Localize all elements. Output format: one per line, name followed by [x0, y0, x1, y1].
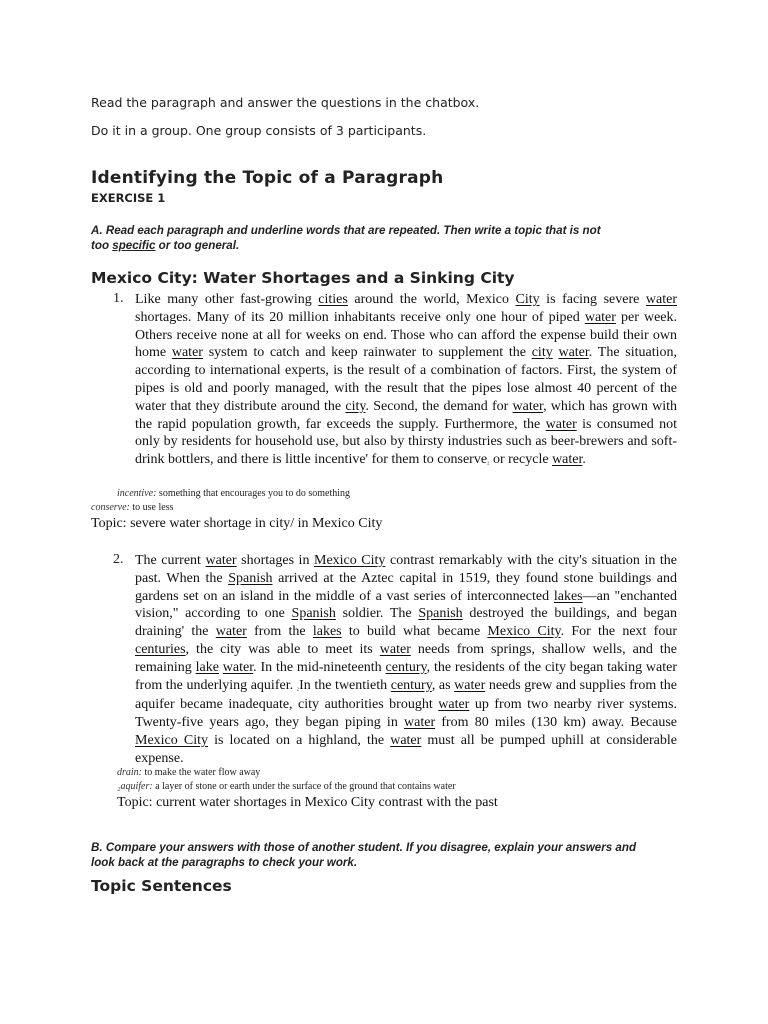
gloss-def: to use less [129, 502, 174, 513]
underlined-word: century [390, 677, 432, 693]
paragraph-text: is facing severe [539, 292, 646, 307]
underlined-word: Mexico City [314, 553, 386, 568]
paragraph-text: contrast remarkably with the city's situation in the past. When the [135, 553, 678, 586]
paragraph-text: . For the next four [560, 624, 678, 640]
underlined-word: water [222, 659, 254, 675]
paragraph-text: ₂ [296, 682, 300, 691]
underlined-word: city [345, 398, 366, 414]
instruction-a [91, 224, 601, 253]
paragraph-text: . The situation, according to international experts, is the result of a combination of factors. First, the system of pipes is old and poorly managed, with the result that the pipes lose almost 40 percent of the water that they distribute around the [135, 345, 678, 414]
underlined-word: lakes [553, 588, 583, 604]
paragraph-text: to build what became [341, 624, 488, 640]
underlined-word: cities [318, 292, 348, 307]
paragraph-text: destroyed the buildings, and began draining' the [135, 606, 677, 640]
paragraph-1 [135, 291, 677, 471]
topic-sentences-heading: Topic Sentences [91, 877, 232, 895]
paragraph-text: needs from springs, shallow wells, and the remaining [135, 641, 678, 675]
paragraph-text: —an "enchanted vision," according to one [135, 588, 677, 622]
underlined-word: City [515, 292, 540, 307]
paragraph-text: , the residents of the city began taking water from the underlying aquifer. [135, 659, 678, 693]
underlined-word: lake [195, 659, 219, 675]
underlined-word: water [404, 715, 436, 731]
paragraph-text: around the world, Mexico [347, 292, 516, 307]
gloss-term: ₂aquifer: [117, 781, 153, 792]
paragraph-text: , as [431, 677, 455, 693]
instruction-b-line-2: look back at the paragraphs to check your work. [91, 855, 358, 869]
page-title: Identifying the Topic of a Paragraph [91, 168, 444, 188]
instruction-a-pre: too [91, 238, 113, 252]
paragraph-text: In the twentieth [299, 677, 391, 693]
underlined-word: city [531, 345, 553, 361]
underlined-word: water [584, 309, 616, 325]
paragraph-text: shortages in [236, 553, 314, 568]
paragraph-text: or recycle [489, 452, 553, 468]
underlined-word: Mexico City [487, 624, 561, 640]
paragraph-text: up from two nearby river systems. Twenty-five years ago, they began piping in [135, 697, 677, 731]
gloss-term: incentive: [117, 488, 157, 499]
paragraph-text: is consumed not only by residents for household use, but also by thirsty industries such as beer-brewers and soft-drink bottlers, and there is little incentive' for them to conserve [135, 416, 678, 468]
underlined-word: centuries [135, 641, 186, 657]
gloss-def: a layer of stone or earth under the surface of the ground that contains water [152, 781, 456, 792]
gloss-conserve [91, 502, 173, 513]
paragraph-text: . In the mid-nineteenth [253, 659, 386, 675]
underlined-word: century [385, 659, 427, 675]
paragraph-text: , which has grown with the rapid population growth, far exceeds the supply. Furthermore, the [135, 398, 677, 432]
intro-line-2: Do it in a group. One group consists of 3 participants. [91, 123, 427, 138]
paragraph-number-2: 2. [113, 552, 124, 567]
gloss-def: something that encourages you to do something [156, 488, 351, 499]
instruction-a-underlined: specific [112, 238, 156, 252]
instruction-b [91, 841, 636, 870]
gloss-aquifer [117, 781, 456, 792]
underlined-word: lakes [312, 624, 342, 640]
underlined-word: water [645, 292, 677, 307]
underlined-word: water [171, 345, 203, 361]
underlined-word: water [390, 732, 422, 748]
gloss-incentive [117, 488, 350, 499]
instruction-a-post: or too general. [155, 238, 240, 252]
underlined-word: Spanish [228, 570, 273, 586]
underlined-word: water [205, 553, 237, 568]
paragraph-text: needs grew and supplies from the aquifer became inadequate, city authorities brought [135, 677, 677, 713]
paragraph-text: system to catch and keep rainwater to supplement the [202, 345, 532, 361]
underlined-word: water [379, 641, 411, 657]
paragraph-text: soldier. The [335, 606, 419, 622]
topic-answer-1: Topic: severe water shortage in city/ in Mexico City [91, 516, 383, 531]
underlined-word: water [215, 624, 247, 640]
instruction-a-line-2 [91, 239, 601, 254]
paragraph-text: shortages. Many of its 20 million inhabitants receive only one hour of piped [135, 309, 585, 325]
gloss-term: conserve: [91, 502, 130, 513]
intro-line-1: Read the paragraph and answer the questions in the chatbox. [91, 95, 480, 110]
underlined-word: water [545, 416, 577, 432]
underlined-word: Mexico City [135, 732, 208, 748]
underlined-word: water [454, 677, 486, 693]
paragraph-text: arrived at the Aztec capital in 1519, they found stone buildings and gardens set on an island in the middle of a vast series of interconnected [135, 570, 677, 604]
underlined-word: water [558, 345, 589, 361]
instruction-a-line-1: A. Read each paragraph and underline words that are repeated. Then write a topic that is not [91, 224, 601, 237]
paragraph-number-1: 1. [113, 291, 124, 306]
gloss-term: drain: [117, 767, 142, 778]
underlined-word: water [438, 697, 470, 713]
underlined-word: water [552, 452, 583, 468]
underlined-word: Spanish [418, 606, 463, 622]
paragraph-text: per week. Others receive none at all for weeks on end. Those who can afford the expense build their own home [135, 309, 678, 361]
paragraph-text: ₂ [487, 457, 490, 466]
gloss-def: to make the water flow away [142, 767, 261, 778]
instruction-b-line-1: B. Compare your answers with those of another student. If you disagree, explain your answers and [91, 841, 637, 854]
paragraph-2 [135, 552, 677, 768]
paragraph-text: from 80 miles (130 km) away. Because [435, 715, 678, 731]
paragraph-text: . Second, the demand for [365, 398, 513, 414]
paragraph-text: Like many other fast-growing [135, 292, 319, 307]
gloss-drain [117, 767, 260, 778]
underlined-word: Spanish [291, 606, 336, 622]
paragraph-text: , the city was able to meet its [185, 641, 380, 657]
paragraph-text: from the [246, 624, 313, 640]
underlined-word: water [512, 398, 544, 414]
paragraph-text: is located on a highland, the [207, 732, 391, 748]
exercise-label: EXERCISE 1 [91, 191, 166, 205]
topic-answer-2: Topic: current water shortages in Mexico City contrast with the past [117, 795, 498, 810]
section-subheading: Mexico City: Water Shortages and a Sinking City [91, 269, 515, 287]
paragraph-text: must all be pumped uphill at considerable expense. [135, 732, 677, 766]
paragraph-text: The current [135, 553, 206, 568]
paragraph-text: . [582, 452, 586, 468]
